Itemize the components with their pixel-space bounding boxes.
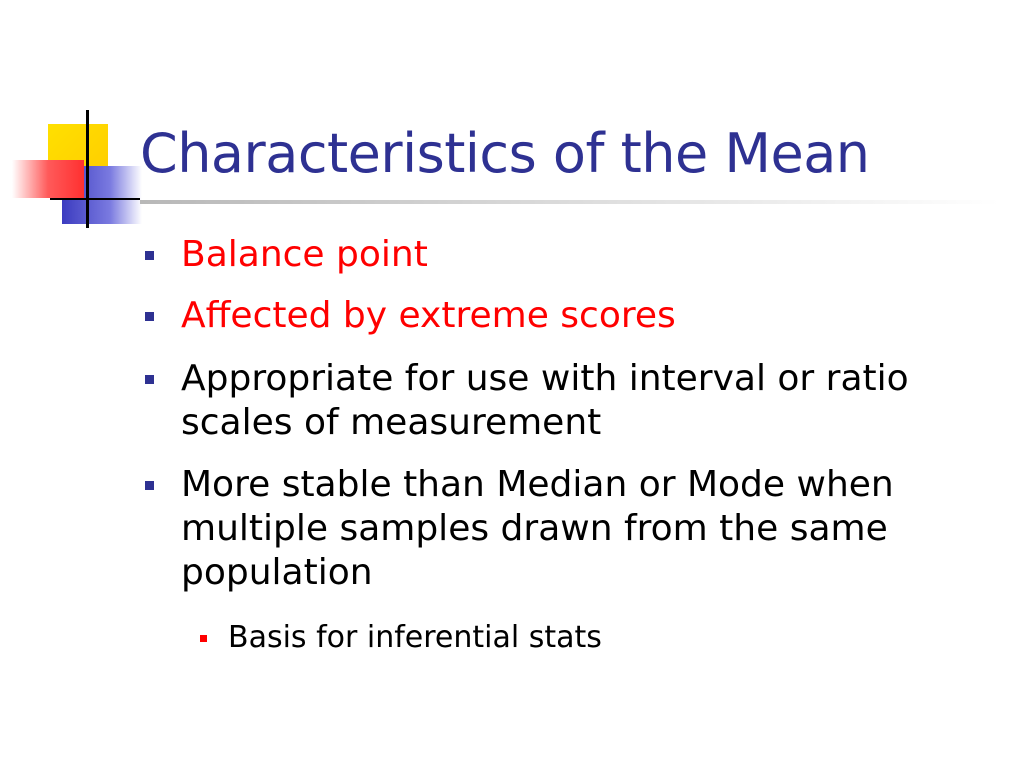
square-bullet-icon <box>145 375 154 384</box>
sub-bullet-item <box>228 618 988 658</box>
title-underline <box>140 200 1000 204</box>
square-sub-bullet-icon <box>200 635 207 642</box>
red-square-icon <box>12 160 84 198</box>
sub-bullet-text: Basis for inferential stats <box>228 620 602 655</box>
bullet-item <box>181 463 1001 595</box>
logo-horizontal-line <box>50 198 140 200</box>
bullet-item <box>181 233 1001 277</box>
bullet-item <box>181 357 1001 445</box>
square-bullet-icon <box>145 481 154 490</box>
slide-title: Characteristics of the Mean <box>140 122 870 185</box>
bullet-text: Appropriate for use with interval or ratio scales of measurement <box>181 358 909 443</box>
bullet-item <box>181 294 1001 338</box>
square-bullet-icon <box>145 312 154 321</box>
bullet-text: Balance point <box>181 234 428 275</box>
bullet-text: Affected by extreme scores <box>181 295 676 336</box>
bullet-text: More stable than Median or Mode when multiple samples drawn from the same population <box>181 464 894 593</box>
slide-logo <box>0 0 150 240</box>
logo-vertical-line <box>86 110 89 228</box>
square-bullet-icon <box>145 251 154 260</box>
